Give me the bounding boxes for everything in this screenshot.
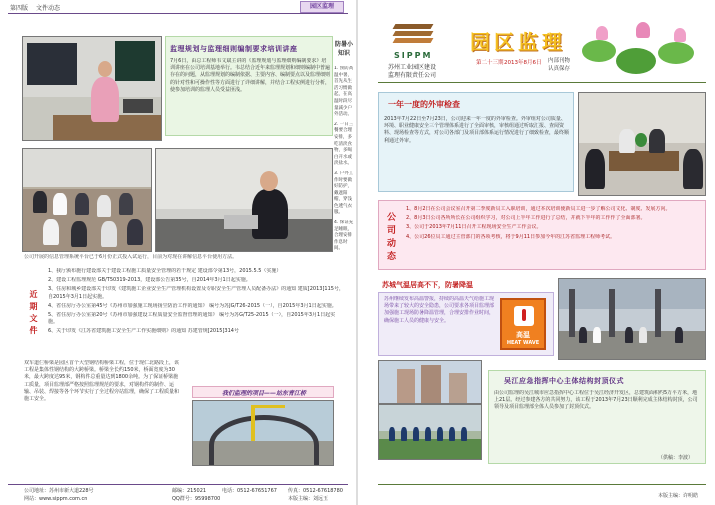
footer-editor: 本版主编：刘远玉 — [288, 496, 329, 502]
audit-article-title: 一年一度的外审检查 — [388, 100, 460, 109]
classroom-photo — [22, 148, 152, 252]
docs-list — [48, 268, 344, 354]
docs-item: 5、省住房厅办公室第20号《苏州市加强建设工程质量安全监督管理的通知》 编号为苏G/T25-2015（一），自2015年3月1日起实施。 — [48, 312, 336, 326]
internal-note-2: 认真保存 — [548, 66, 571, 72]
footer-qq: QQ群号：95998700 — [172, 496, 221, 502]
issue-label: 第四版 — [10, 5, 29, 12]
logo-text: SIPPM — [394, 51, 433, 60]
heat-title: 苏城气温居高不下，防暑降温 — [382, 281, 473, 289]
sidebar-title: 防暑小知识 — [335, 41, 354, 57]
lecture-article-title: 监理规划与监理细则编制要求培训讲座 — [170, 45, 298, 53]
lecture-article-body: 7月6日，由总工程师韦文斌主讲的《监理规划与监理细则编制要求》培训讲座在公司培训基地举行。韦总结合近年来监理规划和细则编制中普遍存在的问题，从监理规划的编制依据、主要内容、编制要点以及监理细则的针对性和可操作性等方面进行了详细讲解，并结合工程实例进行分析，使参加培训的监理人员受益匪浅。 — [170, 58, 330, 93]
news-list — [406, 206, 702, 268]
topping-article-title: 吴江应急指挥中心主体结构封顶仪式 — [504, 377, 624, 385]
news-item: 3、公司于2013年7月11日召开工程现场安全生产工作会议。 — [406, 224, 542, 231]
news-item: 4、公司26位员工通过主管部门的各项考核，将于9月11日参加今年的江苏省监理工程师考试。 — [406, 233, 616, 240]
heat-sign-line2: HEAT WAVE — [506, 340, 540, 346]
sidebar-tip: 2. 一日三餐要合理安排，多吃清淡食物，多喝白开水或淡盐水。 — [334, 121, 354, 167]
news-item: 1、8月2日在公司会议室召开第二季度新员工入职培训，通过本次培训使新员工进一步了解公司文化、制度、发展方向。 — [406, 206, 671, 212]
audit-meeting-photo — [578, 92, 706, 196]
footer-rule-right — [378, 484, 706, 485]
news-vertical-title: 公司动态 — [385, 212, 395, 264]
photo-caption: 公司开展的信息管理系统平台已于6月份正式投入试运行，目前为对现在讲解信息平台使用方法。 — [24, 254, 238, 260]
tower-photo — [378, 360, 482, 404]
docs-item: 3、住房和城乡建设部关于印发《建筑施工企业安全生产管理机构设置及专职安全生产管理人员配备办法》的通知 建质[2013]115号，自2015年3月1日起实施。 — [48, 286, 344, 300]
sidebar-tip: 4. 保证充足睡眠，合理安排作息时间。 — [334, 220, 354, 252]
topping-article-body: 由公司监理的吴江城市应急指挥中心工程位于吴江经济开发区，总建筑面积约5万平方米，地上21层。经过参建各方的共同努力，该工程于2013年7月23日顺利完成主体结构封顶，公司领导及项目监理部全体人员参加了封顶仪式。 — [494, 390, 698, 411]
topping-byline: （供稿：李波） — [658, 455, 694, 461]
bridge-banner: 我们监理的项目——站东青江桥 — [221, 390, 306, 397]
docs-item: 6、关于印发《江苏省建筑施工安全生产工作实施细则》的通知 苏建管规[2015]314号 — [48, 328, 239, 335]
footer-zip: 邮编：215021 — [172, 488, 207, 494]
docs-item: 2、建设工程监理规范 GB/T50319-2013，建设部公告第35号，自2014年3月1日起实施。 — [48, 277, 251, 284]
sidebar-tip: 3. 户外工作时要做好防护，戴遮阳帽，穿浅色透气衣服。 — [334, 170, 354, 216]
masthead-title: 园区监理 — [470, 30, 566, 54]
news-item: 2、8月3日公司各所所长在公司组织学习，对公司上半年工作进行了总结，并就下半年的工作作了全面部署。 — [406, 215, 646, 222]
heat-body: 苏州继续发布高温警报，持续的高温天气给施工现场带来了较大的安全隐患，公司要求各项目监理部加强施工现场防暑降温管理，合理安排作业时间，确保施工人员的健康与安全。 — [384, 296, 494, 324]
header-badge: 园区监理 — [300, 1, 344, 13]
construction-photo — [558, 278, 706, 360]
heat-sign-line1: 高温 — [516, 331, 530, 339]
footer-address: 公司地址：苏州市新大道228号 — [24, 488, 94, 494]
footer-tel: 电话：0512-67651767 — [222, 488, 277, 494]
audit-article-body: 2013年7月22日至7月23日，公司迎来一年一度的外审检查。外审组对公司质量、环境、职业健康安全三个管理体系进行了全面审核，审核组通过听取汇报、查阅资料、现场检查等方式，对公司各部门及项目部体系运行情况进行了细致检查，最终顺利通过外审。 — [384, 116, 570, 144]
right-page — [358, 0, 715, 505]
sidebar-tips — [334, 66, 354, 256]
sidebar-tip: 1. 预防高温中暑，首先从生活习惯做起，在高温时段尽量减少户外活动。 — [334, 66, 354, 118]
masthead-rule — [378, 82, 706, 83]
sippm-logo-icon — [390, 22, 434, 52]
company-name-line2: 监理有限责任公司 — [388, 72, 437, 79]
presenter-photo — [155, 148, 333, 252]
left-page — [0, 0, 357, 505]
ceremony-photo — [378, 404, 482, 460]
footer-editor-right: 本版主编：许明皓 — [658, 493, 699, 499]
issue-info: 第二十三期 — [476, 60, 504, 66]
docs-vertical-title: 近期文件 — [29, 290, 38, 338]
docs-item: 1、我厅颁布施行建设部关于建设工程施工质量安全管理的若干规定 建设部令第13号，2015.5.5（实施） — [48, 268, 282, 274]
footer-website[interactable]: 网站：www.sippm.com.cn — [24, 496, 88, 502]
lecture-photo — [22, 36, 162, 141]
bridge-article-body: 双车道仨桥梁是园区首个大型钢结构桥梁工程，位于现仁北路段上，该工程是集体性钢结构的大跨桥梁。桥梁全长约150米，桥面宽度为30米，最大跨度达95米，钢构件总重量达到1800余吨。为了保证桥梁施工质量，项目监理部严格按照监理规范的要求，对钢构件的制作、运输、吊装、焊接等各个环节实行了全过程旁站监理，确保了工程质量和施工安全。 — [24, 360, 180, 403]
bridge-photo — [192, 400, 334, 466]
issue-date: 2013年8月6日 — [504, 60, 542, 66]
company-name-line1: 苏州工业园区建设 — [388, 64, 437, 71]
footer-rule — [8, 484, 348, 485]
heat-wave-sign — [500, 298, 546, 350]
internal-note-1: 内部刊物 — [548, 58, 571, 64]
section-label: 文件动态 — [36, 5, 61, 12]
lotus-decoration-icon — [576, 20, 706, 78]
header-rule — [8, 13, 348, 14]
docs-item: 4、省住房厅办公室第45号《苏州市加强施工现场扬尘防治工作的通知》 编号为苏JG/T26-2015（一），自2015年3月1日起实施。 — [48, 302, 337, 309]
footer-fax: 传真：0512-67618780 — [288, 488, 343, 494]
